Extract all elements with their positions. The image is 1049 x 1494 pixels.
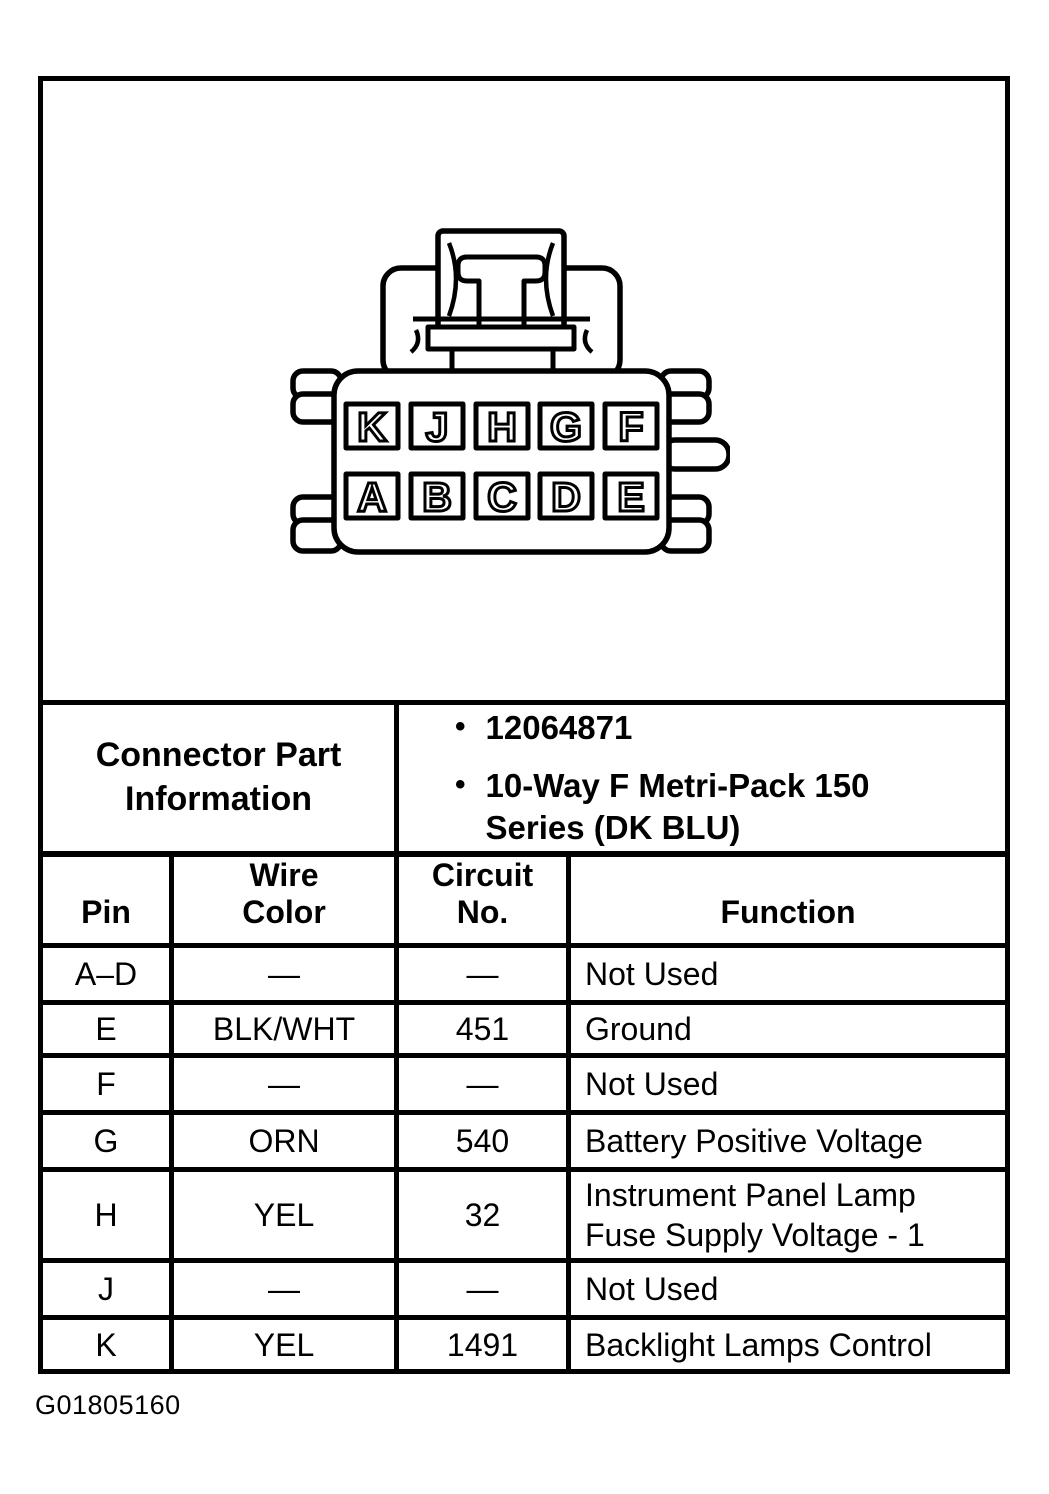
pin-label: K (357, 404, 387, 450)
cell-circuit-no: — (394, 943, 566, 1000)
cell-function: Battery Positive Voltage (566, 1110, 1005, 1167)
part-info-values-cell (394, 705, 1005, 851)
pin-label: E (617, 474, 645, 520)
pin-label: F (618, 404, 644, 450)
pin-label: J (425, 404, 449, 450)
cell-function: Instrument Panel Lamp Fuse Supply Voltage - 1 (566, 1167, 1005, 1258)
part-number: 12064871 (485, 708, 633, 746)
connector-body (334, 371, 669, 552)
header-wire-color: Wire Color (169, 851, 394, 943)
cell-function: Not Used (566, 1258, 1005, 1315)
cell-circuit-no: 32 (394, 1167, 566, 1258)
cell-circuit-no: 451 (394, 1000, 566, 1053)
cell-pin: E (43, 1000, 169, 1053)
connector-latch (438, 231, 564, 331)
cell-pin: F (43, 1053, 169, 1110)
cell-wire-color: — (169, 943, 394, 1000)
cell-function: Ground (566, 1000, 1005, 1053)
pin-label: G (550, 404, 582, 450)
cell-function: Not Used (566, 1053, 1005, 1110)
cell-circuit-no: 540 (394, 1110, 566, 1167)
header-circuit-no: Circuit No. (394, 851, 566, 943)
bullet-icon: • (455, 767, 466, 801)
cell-circuit-no: 1491 (394, 1315, 566, 1369)
connector-diagram (280, 205, 730, 565)
bullet-icon: • (455, 709, 466, 743)
cell-wire-color: YEL (169, 1167, 394, 1258)
cell-wire-color: BLK/WHT (169, 1000, 394, 1053)
part-series-item (455, 765, 886, 849)
cell-wire-color: YEL (169, 1315, 394, 1369)
cell-pin: G (43, 1110, 169, 1167)
cell-pin: J (43, 1258, 169, 1315)
header-pin: Pin (43, 851, 169, 943)
pin-label: H (487, 404, 517, 450)
part-series: 10-Way F Metri-Pack 150 Series (DK BLU) (485, 766, 870, 847)
cell-circuit-no: — (394, 1258, 566, 1315)
cell-wire-color: ORN (169, 1110, 394, 1167)
cell-wire-color: — (169, 1053, 394, 1110)
part-info-label-cell (43, 705, 394, 851)
pin-label: C (487, 474, 517, 520)
header-function: Function (566, 851, 1005, 943)
part-number-item (455, 707, 632, 749)
pin-label: A (357, 474, 387, 520)
cell-circuit-no: — (394, 1053, 566, 1110)
cell-pin: A–D (43, 943, 169, 1000)
cell-function: Backlight Lamps Control (566, 1315, 1005, 1369)
figure-id: G01805160 (35, 1390, 181, 1420)
part-info-label: Connector Part Information (95, 736, 342, 818)
cell-pin: K (43, 1315, 169, 1369)
cell-pin: H (43, 1167, 169, 1258)
cell-function: Not Used (566, 943, 1005, 1000)
cell-wire-color: — (169, 1258, 394, 1315)
pinout-table (38, 700, 1010, 1374)
pin-label: B (422, 474, 452, 520)
pin-label: D (551, 474, 581, 520)
